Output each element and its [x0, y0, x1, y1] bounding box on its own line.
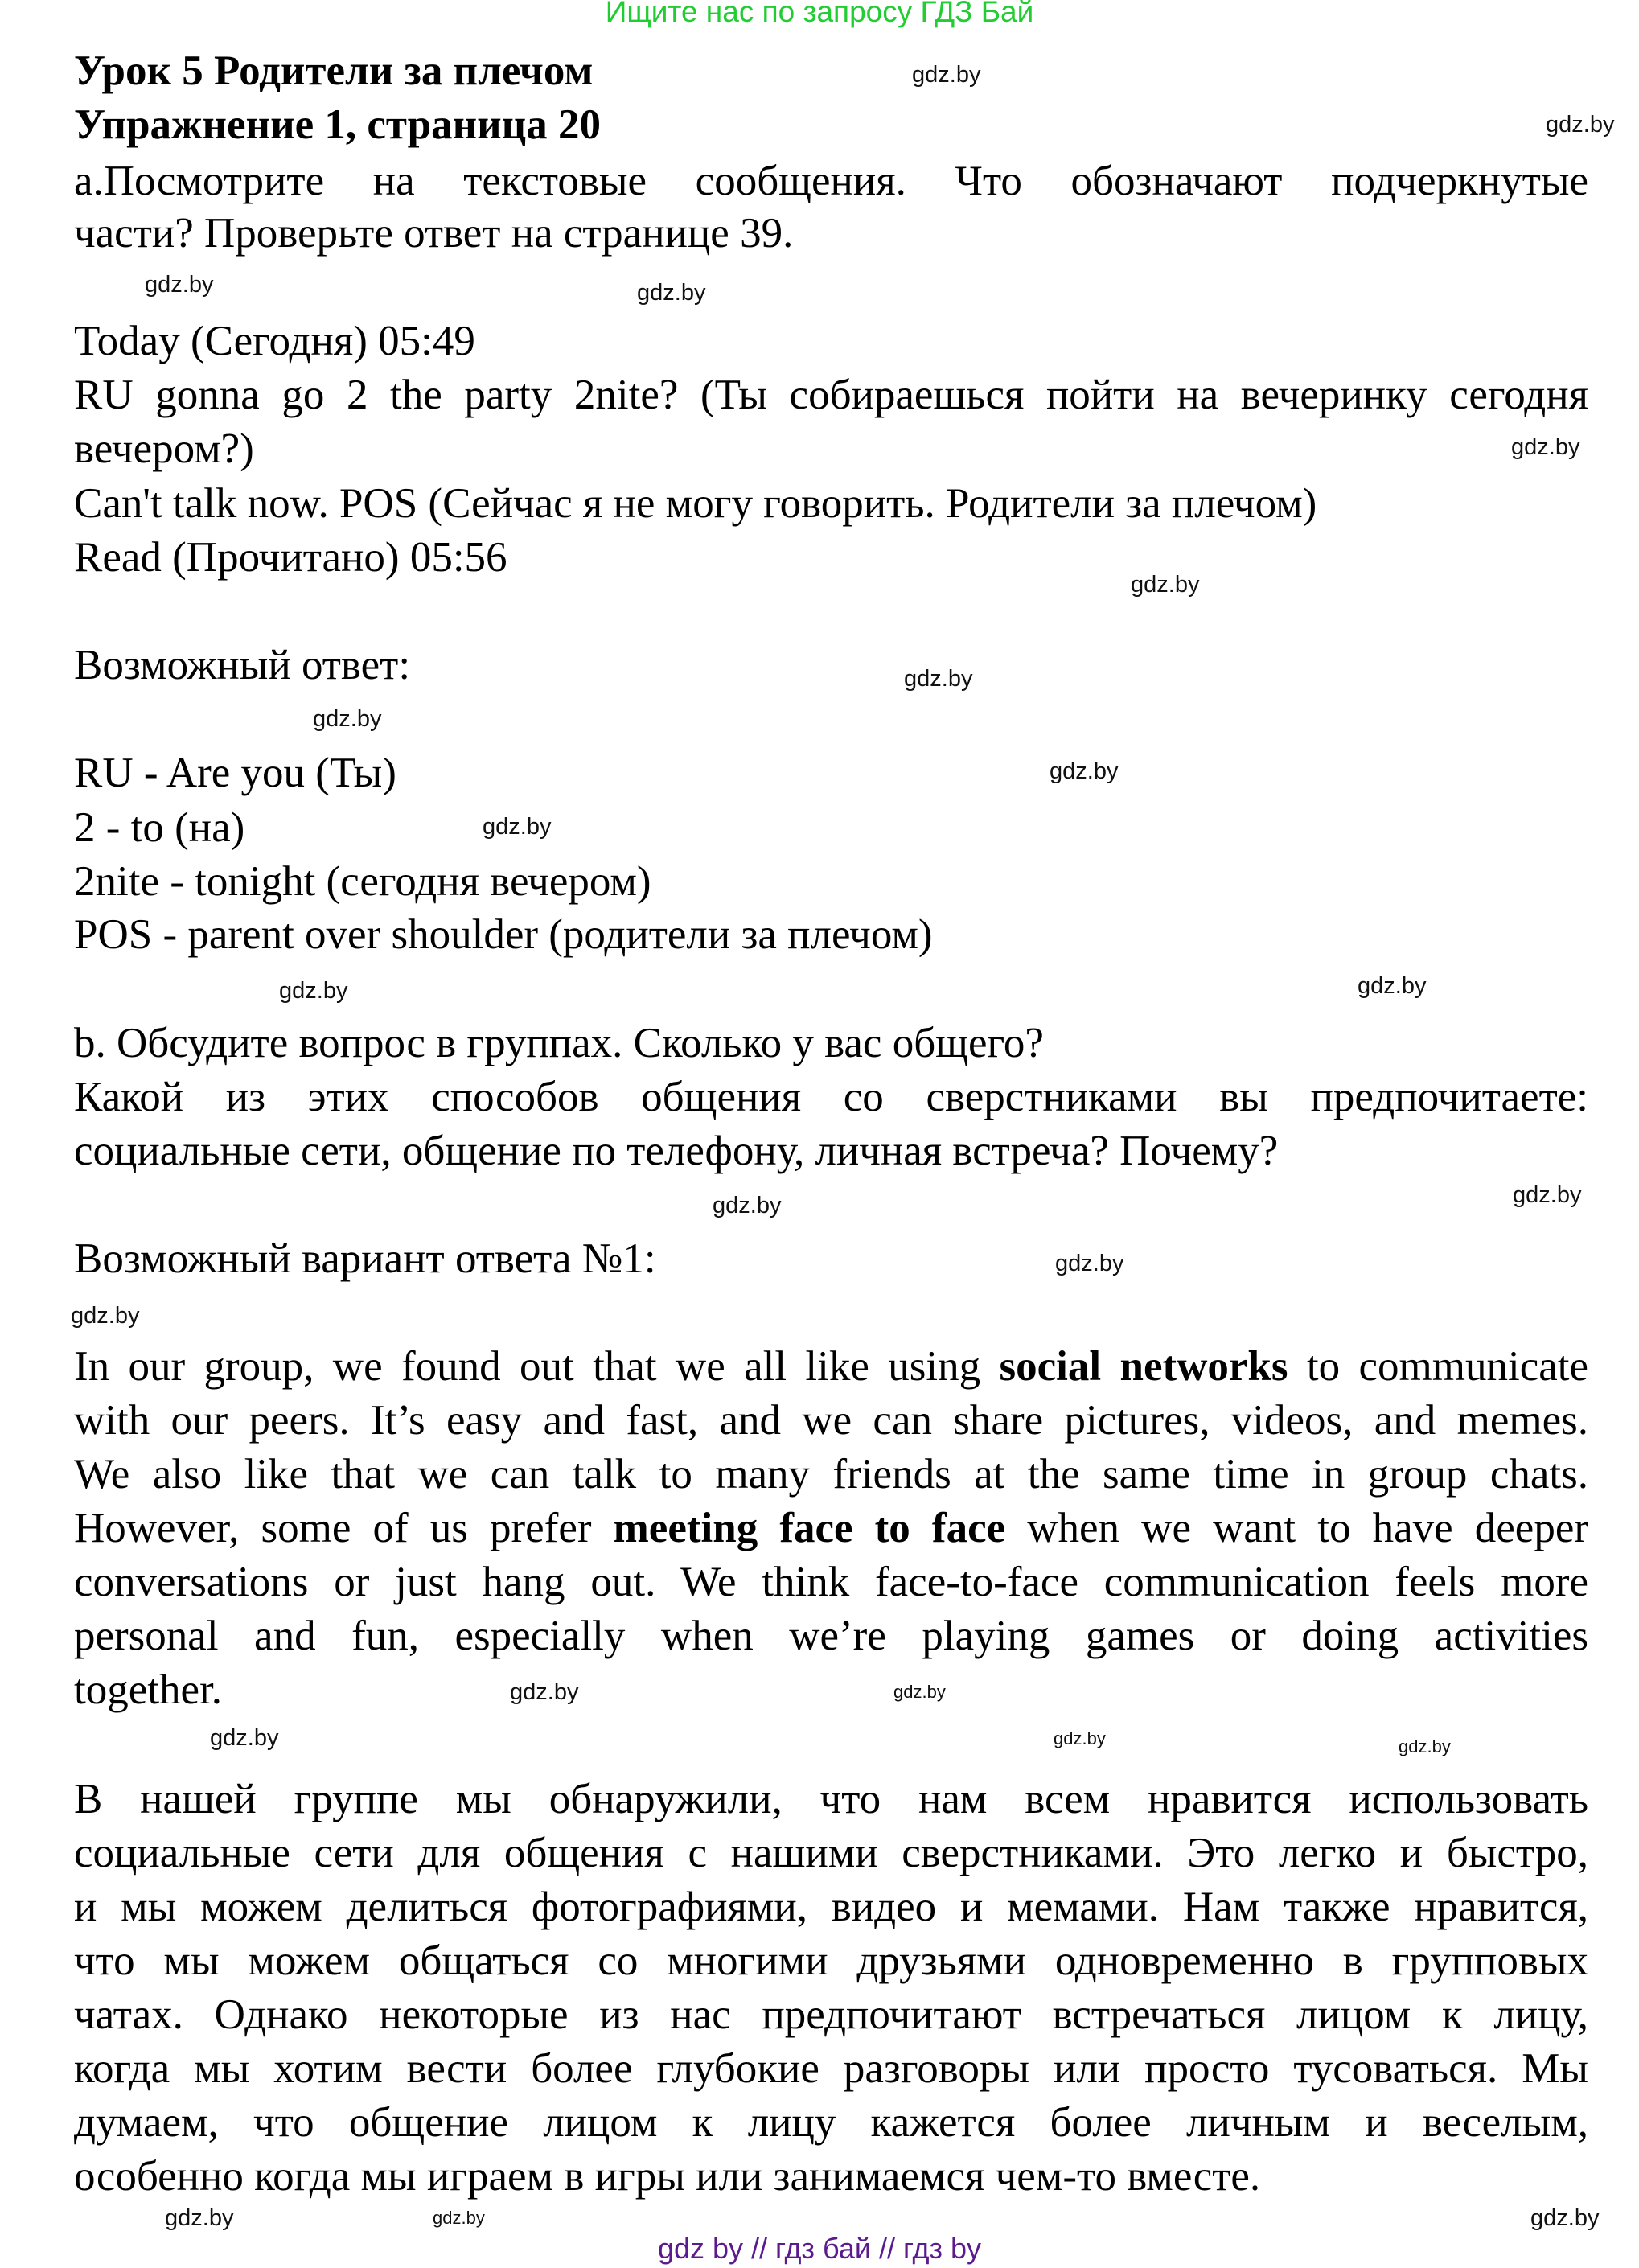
task-b-line: Какой из этих способов общения со сверстниками вы предпочитаете:	[74, 1074, 1588, 1120]
russian-line: когда мы хотим вести более глубокие разговоры или просто тусоваться. Мы	[74, 2045, 1588, 2092]
watermark: gdz.by	[1055, 1251, 1124, 1276]
watermark: gdz.by	[637, 280, 706, 306]
watermark: gdz.by	[1546, 112, 1615, 138]
watermark: gdz.by	[1399, 1736, 1451, 1756]
english-line	[74, 1502, 1588, 1555]
answer-line: POS - parent over shoulder (родители за плечом)	[74, 911, 933, 958]
watermark: gdz.by	[1513, 1182, 1582, 1208]
russian-line: социальные сети для общения с нашими сверстниками. Это легко и быстро,	[74, 1830, 1588, 1876]
watermark: gdz.by	[1530, 2205, 1600, 2231]
search-banner: Ищите нас по запросу ГДЗ Бай	[605, 0, 1034, 28]
russian-line: особенно когда мы играем в игры или занимаемся чем-то вместе.	[74, 2153, 1261, 2200]
watermark: gdz.by	[483, 814, 552, 840]
english-line: We also like that we can talk to many friends at the same time in group chats.	[74, 1451, 1588, 1498]
variant-label: Возможный вариант ответа №1:	[74, 1235, 656, 1282]
watermark: gdz.by	[893, 1682, 946, 1702]
bold-phrase: meeting face to face	[613, 1505, 1006, 1551]
watermark: gdz.by	[1050, 758, 1119, 784]
english-line: personal and fun, especially when we’re playing games or doing activities	[74, 1613, 1588, 1659]
footer-links[interactable]: gdz by // гдз бай // гдз by	[657, 2232, 982, 2265]
message-line: вечером?)	[74, 425, 254, 472]
message-line: Can't talk now. POS (Сейчас я не могу говорить. Родители за плечом)	[74, 480, 1317, 527]
watermark: gdz.by	[279, 978, 348, 1004]
watermark: gdz.by	[313, 706, 382, 732]
text: when we want to have deeper	[1005, 1505, 1588, 1551]
watermark: gdz.by	[713, 1193, 782, 1218]
answer-line: 2nite - tonight (сегодня вечером)	[74, 858, 651, 905]
answer-label: Возможный ответ:	[74, 642, 411, 688]
watermark: gdz.by	[1054, 1728, 1106, 1748]
text: to communicate	[1288, 1343, 1588, 1390]
russian-line: что мы можем общаться со многими друзьями одновременно в групповых	[74, 1937, 1588, 1984]
watermark: gdz.by	[912, 62, 981, 88]
watermark: gdz.by	[904, 666, 973, 692]
task-a-line: части? Проверьте ответ на странице 39.	[74, 210, 794, 257]
watermark: gdz.by	[1511, 434, 1580, 460]
bold-phrase: social networks	[999, 1343, 1288, 1390]
russian-line: В нашей группе мы обнаружили, что нам всем нравится использовать	[74, 1776, 1588, 1822]
answer-line: RU - Are you (Ты)	[74, 750, 396, 796]
watermark: gdz.by	[165, 2205, 234, 2231]
watermark: gdz.by	[510, 1679, 579, 1705]
text: In our group, we found out that we all like using	[74, 1343, 1000, 1390]
task-b-line: социальные сети, общение по телефону, личная встреча? Почему?	[74, 1128, 1279, 1174]
text: However, some of us prefer	[74, 1505, 614, 1551]
task-a-line: а.Посмотрите на текстовые сообщения. Что обозначают подчеркнутые	[74, 158, 1588, 204]
message-line: Read (Прочитано) 05:56	[74, 534, 507, 581]
lesson-title: Урок 5 Родители за плечом	[74, 47, 594, 94]
english-line: together.	[74, 1666, 222, 1713]
english-line	[74, 1340, 1588, 1394]
message-line: Today (Сегодня) 05:49	[74, 318, 475, 364]
watermark: gdz.by	[145, 272, 214, 298]
watermark: gdz.by	[1131, 572, 1200, 598]
exercise-title: Упражнение 1, страница 20	[74, 101, 601, 148]
english-line: with our peers. It’s easy and fast, and we can share pictures, videos, and memes.	[74, 1397, 1588, 1444]
watermark: gdz.by	[210, 1725, 279, 1751]
answer-line: 2 - to (на)	[74, 804, 245, 851]
russian-line: чатах. Однако некоторые из нас предпочитают встречаться лицом к лицу,	[74, 1991, 1588, 2038]
watermark: gdz.by	[1358, 973, 1427, 999]
watermark: gdz.by	[433, 2208, 485, 2228]
message-line: RU gonna go 2 the party 2nite? (Ты собираешься пойти на вечеринку сегодня	[74, 372, 1588, 418]
task-b-line: b. Обсудите вопрос в группах. Сколько у вас общего?	[74, 1020, 1044, 1066]
watermark: gdz.by	[71, 1303, 140, 1329]
russian-line: думаем, что общение лицом к лицу кажется более личным и веселым,	[74, 2099, 1588, 2146]
russian-line: и мы можем делиться фотографиями, видео и мемами. Нам также нравится,	[74, 1884, 1588, 1930]
english-line: conversations or just hang out. We think face-to-face communication feels more	[74, 1559, 1588, 1605]
